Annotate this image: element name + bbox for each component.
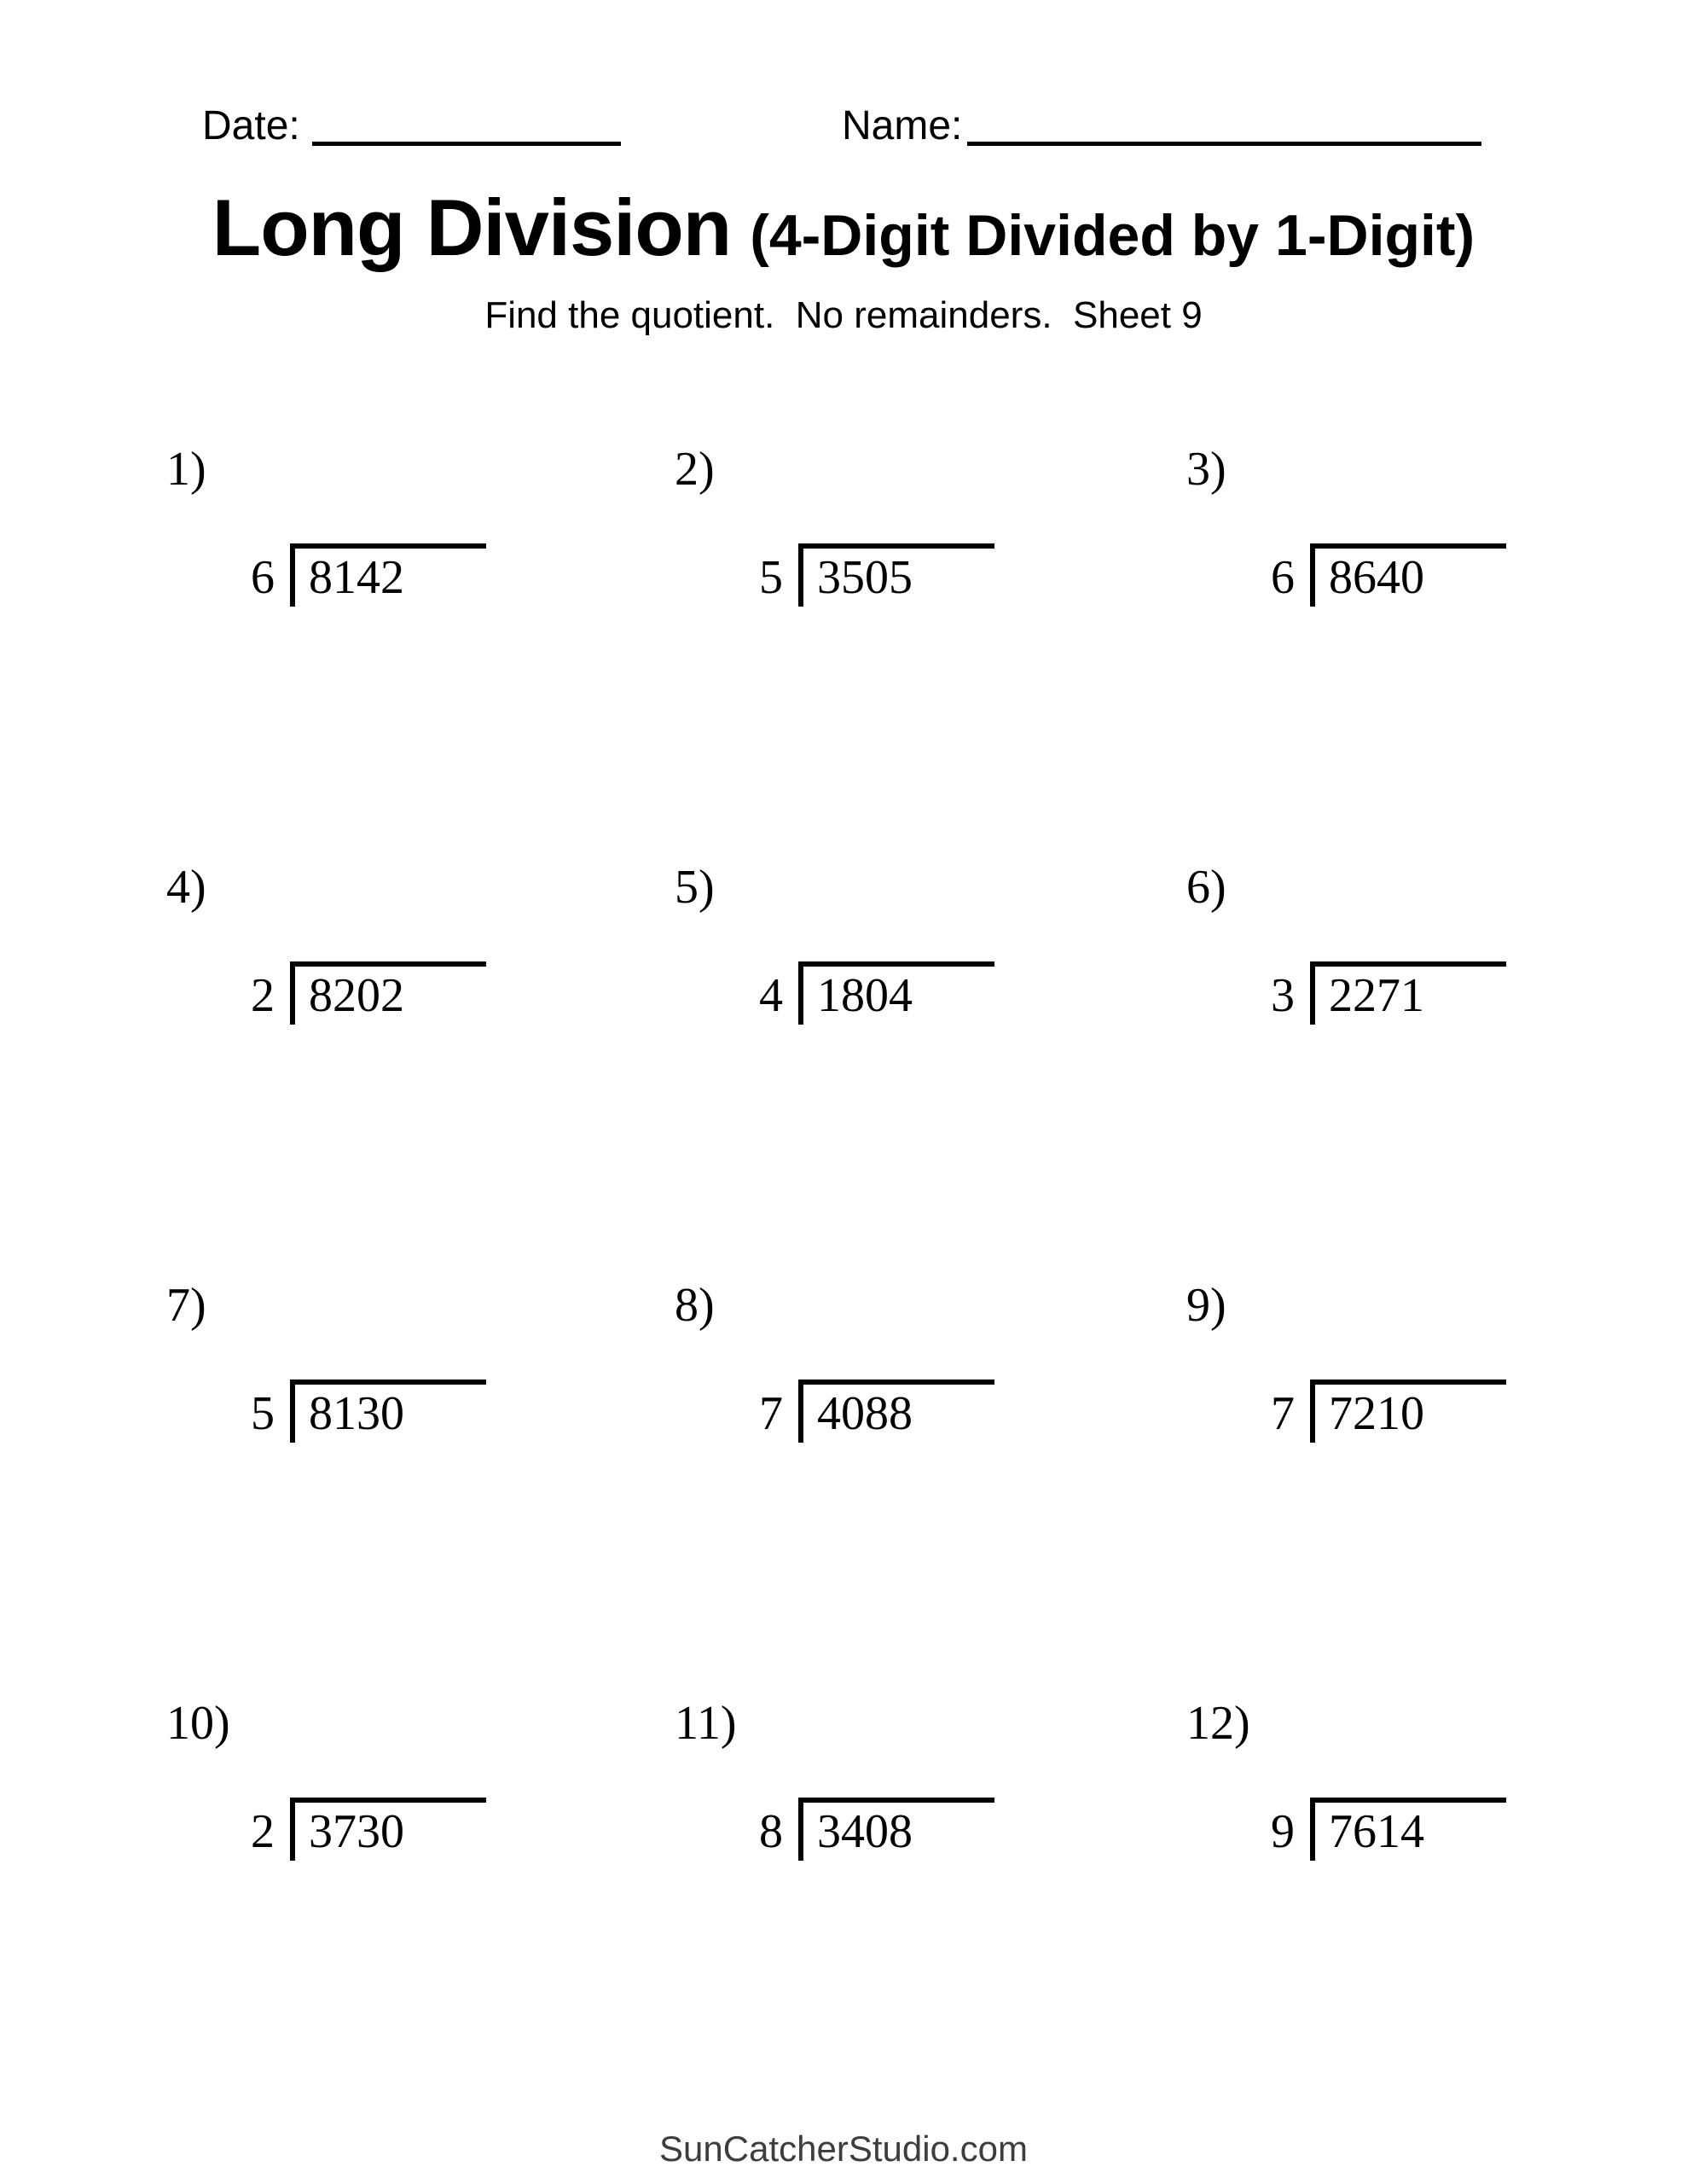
problem-number: 5) [675, 861, 715, 914]
problem-number: 2) [675, 443, 715, 496]
division-problem [759, 1798, 994, 1861]
divisor-value: 9 [1271, 1805, 1295, 1858]
problem-number: 3) [1186, 443, 1226, 496]
dividend-value: 8130 [290, 1380, 486, 1443]
divisor-value: 4 [759, 969, 783, 1022]
problem-4 [166, 863, 675, 1281]
problem-1 [166, 445, 675, 863]
division-problem [1271, 961, 1506, 1025]
problem-9 [1186, 1281, 1687, 1699]
divisor-value: 5 [251, 1387, 275, 1440]
instructions: Find the quotient. No remainders. Sheet 9 [484, 294, 1203, 336]
dividend-value: 1804 [798, 961, 994, 1025]
divisor-value: 8 [759, 1805, 783, 1858]
problem-number: 6) [1186, 861, 1226, 914]
problem-number: 9) [1186, 1279, 1226, 1332]
divisor-value: 7 [1271, 1387, 1295, 1440]
divisor-value: 7 [759, 1387, 783, 1440]
problem-3 [1186, 445, 1687, 863]
page-title: Long Division [212, 183, 732, 272]
dividend-value: 3730 [290, 1798, 486, 1861]
division-problem [251, 1798, 486, 1861]
dividend-value: 7210 [1310, 1380, 1506, 1443]
page-title-suffix: (4-Digit Divided by 1-Digit) [750, 203, 1475, 268]
division-problem [759, 543, 994, 607]
dividend-value: 2271 [1310, 961, 1506, 1025]
divisor-value: 2 [251, 969, 275, 1022]
problem-number: 8) [675, 1279, 715, 1332]
problem-number: 7) [166, 1279, 206, 1332]
division-problem [251, 961, 486, 1025]
dividend-value: 7614 [1310, 1798, 1506, 1861]
divisor-value: 6 [251, 551, 275, 604]
division-problem [759, 1380, 994, 1443]
dividend-value: 8142 [290, 543, 486, 607]
divisor-value: 3 [1271, 969, 1295, 1022]
problems-grid [166, 445, 1687, 2117]
dividend-value: 3505 [798, 543, 994, 607]
dividend-value: 8640 [1310, 543, 1506, 607]
problem-8 [675, 1281, 1186, 1699]
title-row [0, 183, 1687, 272]
problem-number: 11) [675, 1697, 737, 1750]
problem-5 [675, 863, 1186, 1281]
problem-10 [166, 1699, 675, 2117]
problem-2 [675, 445, 1186, 863]
divisor-value: 2 [251, 1805, 275, 1858]
divisor-value: 5 [759, 551, 783, 604]
date-label: Date: [202, 103, 300, 148]
name-label: Name: [842, 103, 963, 148]
site-watermark: SunCatcherStudio.com [659, 2129, 1028, 2169]
dividend-value: 4088 [798, 1380, 994, 1443]
division-problem [1271, 1798, 1506, 1861]
division-problem [1271, 1380, 1506, 1443]
dividend-value: 8202 [290, 961, 486, 1025]
date-blank-line [312, 142, 621, 146]
division-problem [1271, 543, 1506, 607]
problem-number: 4) [166, 861, 206, 914]
division-problem [759, 961, 994, 1025]
division-problem [251, 543, 486, 607]
problem-number: 10) [166, 1697, 230, 1750]
problem-12 [1186, 1699, 1687, 2117]
name-blank-line [967, 142, 1481, 146]
problem-11 [675, 1699, 1186, 2117]
problem-number: 12) [1186, 1697, 1250, 1750]
dividend-value: 3408 [798, 1798, 994, 1861]
division-problem [251, 1380, 486, 1443]
problem-6 [1186, 863, 1687, 1281]
divisor-value: 6 [1271, 551, 1295, 604]
problem-7 [166, 1281, 675, 1699]
problem-number: 1) [166, 443, 206, 496]
